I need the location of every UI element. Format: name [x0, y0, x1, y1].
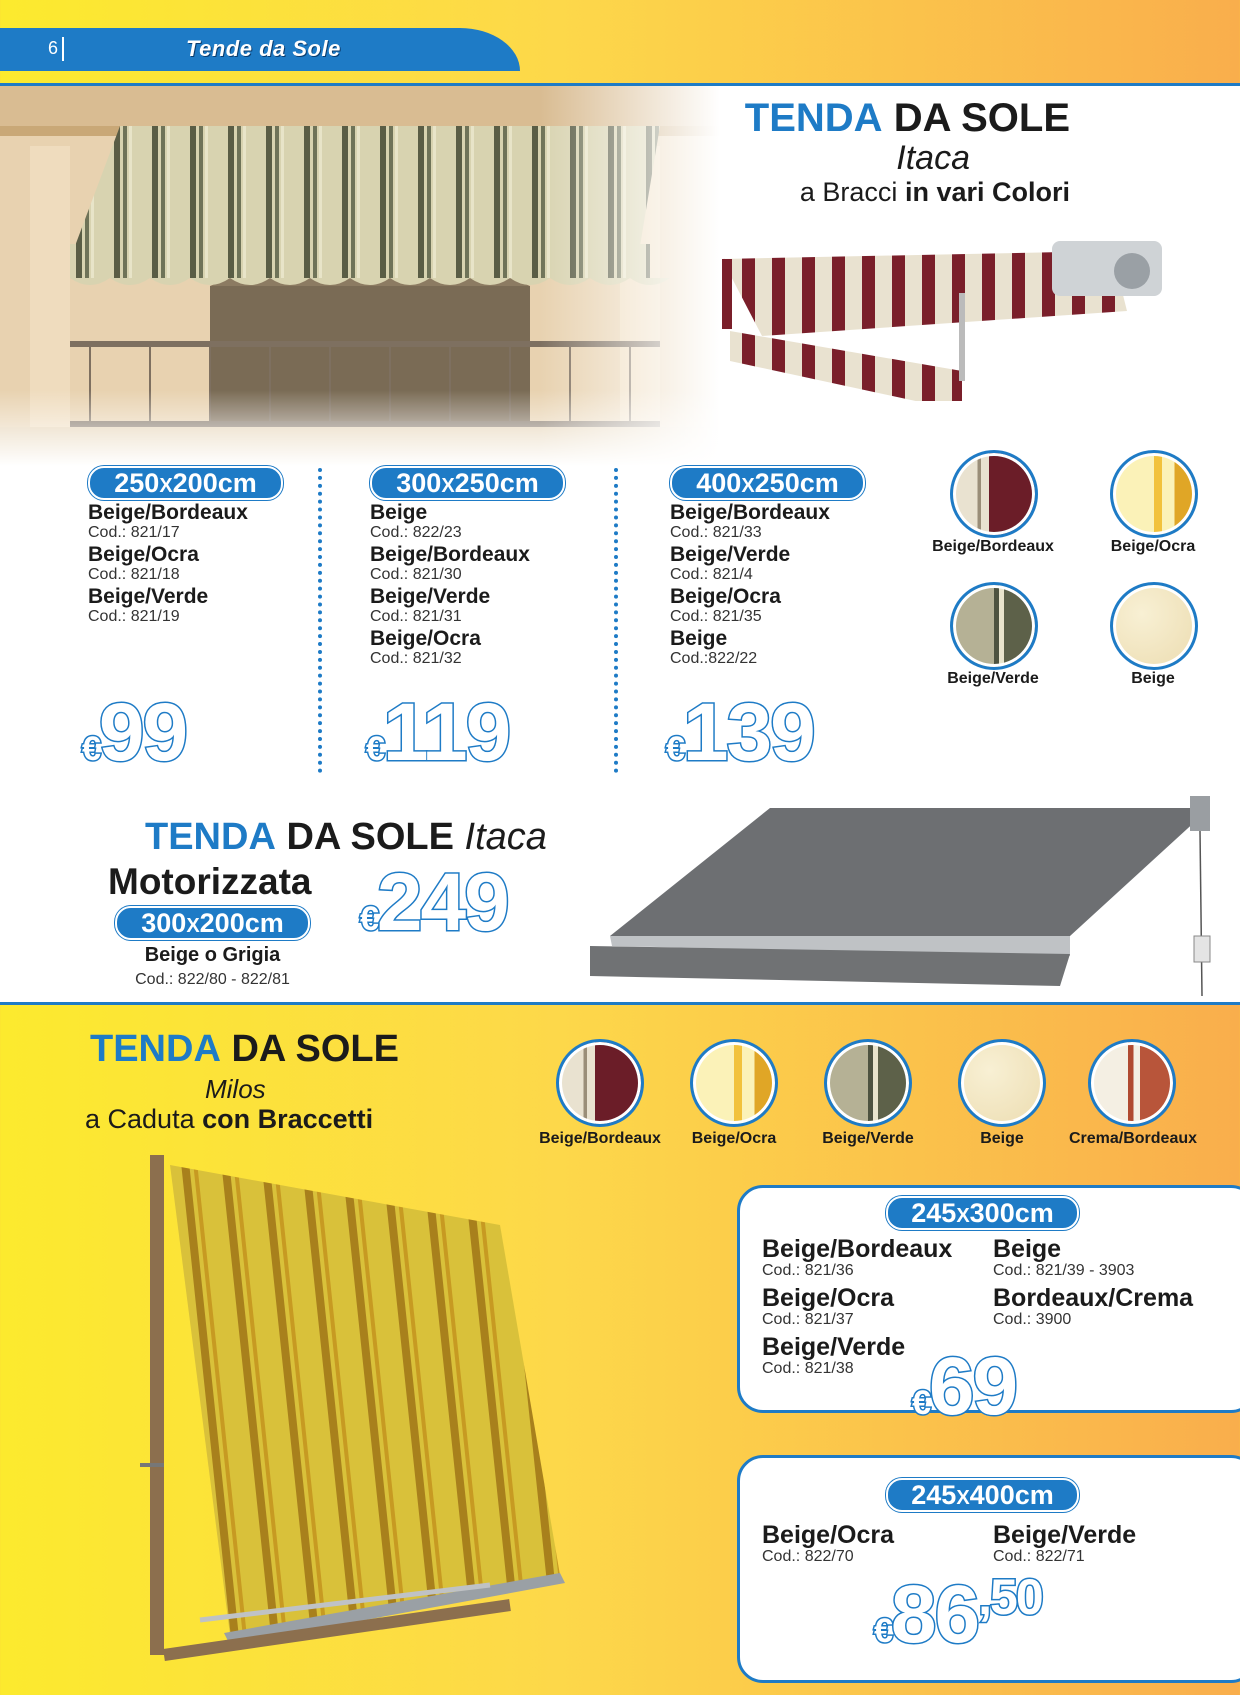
dotted-divider — [614, 468, 618, 773]
product-code: Cod.: 821/30 — [370, 566, 462, 583]
color-name: Beige/Verde — [670, 543, 791, 566]
swatch-beige — [1110, 582, 1198, 670]
milos-title: TENDA DA SOLE — [90, 1028, 399, 1070]
color-name: Bordeaux/Crema — [993, 1284, 1194, 1312]
color-name: Beige/Ocra — [88, 543, 199, 566]
product-code: Cod.: 821/4 — [670, 566, 753, 583]
swatch-label: Beige/Bordeaux — [539, 1130, 661, 1147]
swatch-beige-ocra — [1110, 450, 1198, 538]
itaca-product-image — [712, 231, 1172, 401]
milos-awning-image — [140, 1155, 600, 1675]
swatch-label: Beige — [1131, 670, 1175, 687]
color-name: Beige/Verde — [88, 585, 209, 608]
swatch-crema-bordeaux — [1088, 1039, 1176, 1127]
color-name: Beige/Ocra — [670, 585, 781, 608]
motor-title: TENDA DA SOLE Itaca — [145, 816, 547, 858]
milos-model: Milos — [205, 1074, 266, 1104]
color-name: Beige — [670, 627, 728, 650]
box2-left-list — [762, 1522, 992, 1565]
price-column-1 — [88, 466, 328, 628]
product-code: Cod.: 821/39 - 3903 — [993, 1262, 1135, 1279]
page-number: 6 — [48, 38, 59, 58]
swatch-beige-verde — [824, 1039, 912, 1127]
title-word-tenda: TENDA — [744, 96, 883, 140]
color-name: Beige/Verde — [370, 585, 491, 608]
product-code: Cod.: 821/38 — [762, 1360, 854, 1377]
motor-price-tag: €249 — [360, 857, 508, 948]
swatch-label: Beige/Ocra — [1110, 538, 1196, 555]
price-tag-2: €119 — [366, 687, 510, 778]
price-tag-3: €139 — [666, 687, 814, 778]
color-name: Beige/Bordeaux — [670, 501, 830, 524]
color-name: Beige/Ocra — [370, 627, 481, 650]
color-name: Beige/Bordeaux — [88, 501, 248, 524]
size-pill: 245X300cm — [886, 1196, 1079, 1230]
swatch-label: Beige/Bordeaux — [932, 538, 1054, 555]
size-pill: 300X250cm — [370, 466, 565, 500]
color-name: Beige/Verde — [993, 1521, 1137, 1549]
title-word-da-sole: DA SOLE — [893, 96, 1070, 140]
color-name: Beige/Bordeaux — [762, 1235, 953, 1263]
color-name: Beige/Verde — [762, 1333, 906, 1361]
swatch-beige — [958, 1039, 1046, 1127]
color-name: Beige/Bordeaux — [370, 543, 530, 566]
size-pill: 250X200cm — [88, 466, 283, 500]
swatch-beige-ocra — [690, 1039, 778, 1127]
color-name: Beige/Ocra — [762, 1521, 895, 1549]
milos-price-tag-2: €86,50 — [874, 1569, 1042, 1660]
product-code: Cod.: 821/19 — [88, 608, 180, 625]
motor-codes: Cod.: 822/80 - 822/81 — [135, 971, 290, 988]
price-tag-1: €99 — [82, 687, 187, 778]
motor-awning-image — [590, 796, 1230, 1006]
box2-right-list — [993, 1522, 1233, 1565]
color-name: Beige — [370, 501, 428, 524]
price-column-3 — [670, 466, 920, 670]
product-code: Cod.: 822/71 — [993, 1548, 1085, 1565]
motor-subtitle: Motorizzata — [108, 861, 312, 902]
product-code: Cod.: 821/17 — [88, 524, 180, 541]
itaca-title-block — [700, 96, 1070, 208]
product-code: Cod.: 3900 — [993, 1311, 1072, 1328]
section-header-bar — [0, 28, 520, 71]
milos-price-tag-1: €69 — [912, 1341, 1017, 1432]
swatch-beige-bordeaux — [556, 1039, 644, 1127]
product-code: Cod.: 822/70 — [762, 1548, 854, 1565]
swatch-label: Beige/Verde — [822, 1130, 914, 1147]
model-name: Itaca — [896, 139, 970, 177]
size-pill: 400X250cm — [670, 466, 865, 500]
milos-subtitle: a Caduta con Braccetti — [85, 1104, 374, 1134]
swatch-label: Beige/Verde — [947, 670, 1039, 687]
swatch-label: Beige — [980, 1130, 1024, 1147]
product-code: Cod.: 821/31 — [370, 608, 462, 625]
section-title: Tende da Sole — [186, 36, 341, 61]
swatch-label: Crema/Bordeaux — [1068, 1130, 1198, 1147]
dotted-divider — [318, 468, 322, 773]
product-code: Cod.: 821/33 — [670, 524, 762, 541]
product-code: Cod.:822/22 — [670, 650, 758, 667]
product-code: Cod.: 822/23 — [370, 524, 462, 541]
size-pill: 245X400cm — [886, 1478, 1079, 1512]
swatch-beige-verde — [950, 582, 1038, 670]
product-code: Cod.: 821/35 — [670, 608, 762, 625]
subtitle-light: a Bracci — [799, 177, 898, 207]
divider — [62, 37, 64, 61]
product-code: Cod.: 821/32 — [370, 650, 462, 667]
motor-size-pill: 300X200cm — [115, 906, 310, 940]
product-code: Cod.: 821/18 — [88, 566, 180, 583]
box1-right-list — [993, 1236, 1233, 1328]
subtitle-bold: in vari Colori — [904, 177, 1070, 207]
product-code: Cod.: 821/36 — [762, 1262, 854, 1279]
awning-photo — [0, 86, 720, 466]
product-code: Cod.: 821/37 — [762, 1311, 854, 1328]
motor-colors: Beige o Grigia — [144, 944, 281, 966]
itaca-panel — [0, 83, 1240, 1005]
price-column-2 — [370, 466, 620, 670]
color-name: Beige — [993, 1235, 1062, 1263]
color-name: Beige/Ocra — [762, 1284, 895, 1312]
swatch-beige-bordeaux — [950, 450, 1038, 538]
swatch-label: Beige/Ocra — [691, 1130, 777, 1147]
